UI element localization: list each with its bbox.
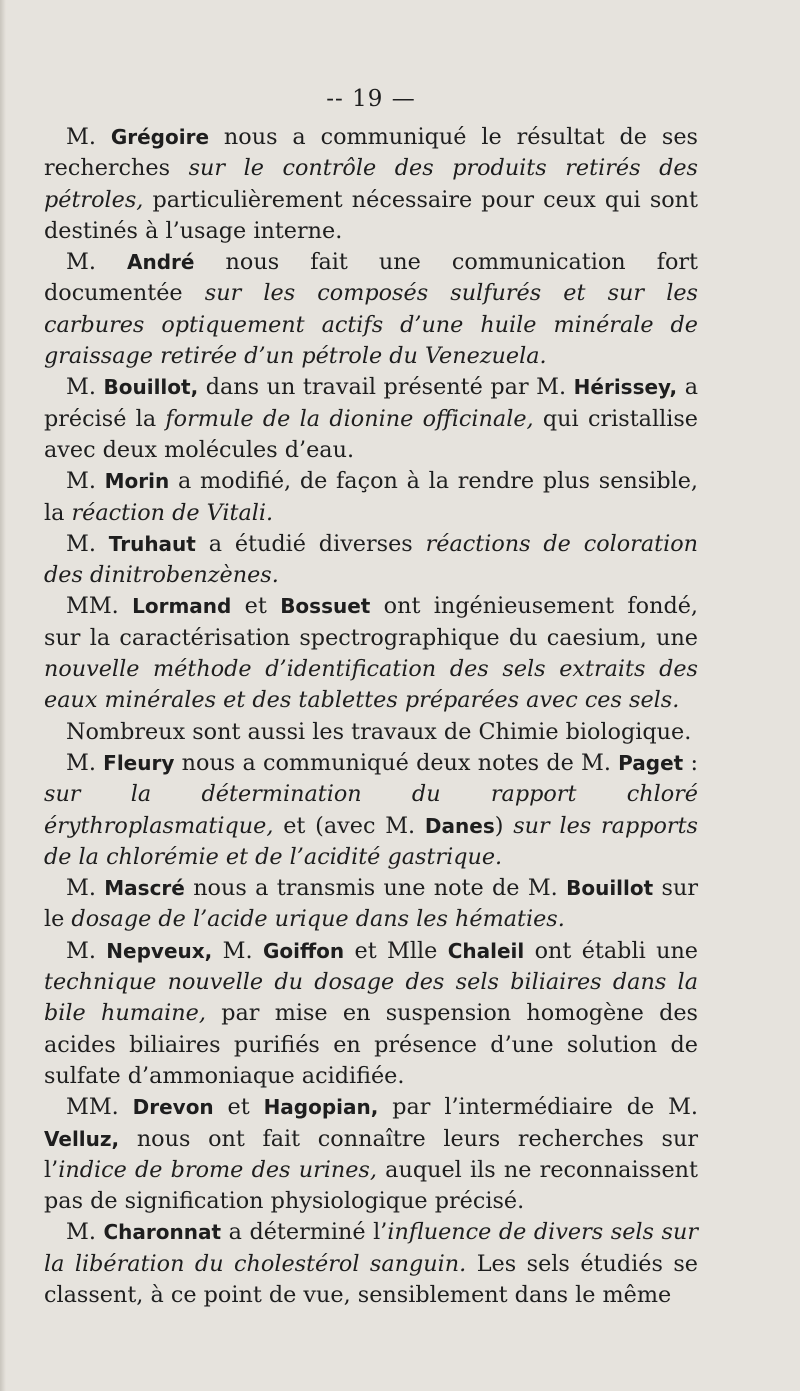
person-name: Mascré [104, 876, 185, 901]
text-run: par mise en suspension homogène des acides biliaires purifiés en présence d’une solution de sulfate d’ammoniaque acidifiée. [44, 1000, 698, 1089]
paragraph [44, 873, 698, 936]
paragraph [44, 529, 698, 592]
person-name: Danes [424, 813, 495, 838]
person-name: Hagopian, [263, 1095, 379, 1120]
text-run: nous fait une communication fort documentée [44, 249, 698, 307]
text-run: et [213, 1094, 264, 1121]
text-run: ) [494, 812, 514, 839]
person-name: Nepveux, [106, 938, 213, 963]
text-run: auquel ils ne reconnaissent pas de signification physiologique précisé. [44, 1156, 698, 1215]
text-run: nous a communiqué deux notes de M. [174, 749, 619, 776]
text-run: par l’intermédiaire de M. [378, 1094, 698, 1121]
person-name: Paget [618, 750, 684, 775]
paragraph [44, 466, 698, 529]
text-run: Nombreux sont aussi les travaux de Chimie biologique. [66, 718, 692, 745]
text-run: M. [66, 937, 107, 964]
paragraph [44, 936, 698, 1092]
person-name: Drevon [132, 1095, 214, 1120]
work-title: dosage de l’acide urique dans les hématies. [71, 906, 565, 933]
text-run: M. [66, 875, 105, 902]
text-run: a modifié, de façon à la rendre plus sensible, la [44, 468, 699, 526]
text-run: ont établi une [524, 937, 699, 964]
text-run: dans un travail présenté par M. [198, 374, 574, 401]
person-name: Chaleil [447, 938, 525, 963]
text-run: : [683, 749, 698, 776]
text-run: a étudié diverses [195, 530, 426, 557]
page-edge [0, 0, 6, 1391]
person-name: Bouillot, [103, 375, 199, 400]
person-name: Velluz, [44, 1126, 120, 1151]
text-run: et Mlle [344, 937, 448, 964]
text-run: M. [66, 249, 127, 276]
work-title: sur le contrôle des produits retirés des pétroles, [44, 155, 698, 213]
work-title: sur la détermination du rapport chloré érythroplasmatique, [44, 781, 698, 839]
person-name: Grégoire [110, 125, 210, 149]
text-run: particulièrement nécessaire pour ceux qui sont destinés à l’usage interne. [44, 186, 698, 244]
document-page [44, 82, 698, 1311]
work-title: nouvelle méthode d’identification des sels extraits des eaux minérales et des tablettes préparées avec ces sels. [44, 656, 698, 714]
work-title: sur les composés sulfurés et sur les carbures optiquement actifs d’une huile minérale de graissage retirée d’un pétrole du Venezuela. [44, 280, 698, 370]
paragraph [44, 122, 698, 247]
work-title: réaction de Vitali. [71, 499, 274, 526]
person-name: Lormand [132, 594, 232, 619]
text-run: MM. [66, 593, 133, 620]
work-title: réactions de coloration des dinitrobenzènes. [44, 530, 698, 589]
person-name: Truhaut [108, 531, 196, 556]
work-title: influence de divers sels sur la libération du cholestérol sanguin. [44, 1219, 698, 1277]
paragraph [44, 748, 698, 873]
paragraph [44, 717, 698, 748]
person-name: Goiffon [262, 938, 345, 963]
text-run: M. [66, 749, 104, 776]
text-run: sur le [44, 875, 698, 933]
paragraph [44, 591, 698, 716]
text-run: nous a transmis une note de M. [184, 875, 567, 902]
text-run: Les sels étudiés se classent, à ce point de vue, sensiblement dans le même [44, 1250, 699, 1308]
text-run: qui cristallise avec deux molécules d’eau. [44, 405, 698, 463]
text-run: et [231, 593, 281, 620]
text-run: M. [66, 1219, 104, 1246]
text-run: M. [66, 468, 105, 495]
text-run: a précisé la [44, 374, 698, 432]
page-number: -- 19 — [326, 86, 416, 112]
person-name: Charonnat [103, 1220, 222, 1245]
text-run: M. [66, 530, 109, 557]
text-run: et (avec M. [273, 812, 425, 839]
person-name: André [127, 250, 195, 275]
work-title: formule de la dionine officinale, [165, 405, 534, 432]
paragraph [44, 1092, 698, 1217]
text-run: ont ingénieusement fondé, sur la caractérisation spectrographique du caesium, une [44, 593, 698, 651]
text-run: M. [66, 374, 104, 401]
paragraph [44, 1217, 698, 1311]
paragraph [44, 247, 698, 372]
work-title: sur les rapports de la chlorémie et de l’acidité gastrique. [44, 812, 698, 870]
text-run: M. [66, 124, 111, 150]
work-title: technique nouvelle du dosage des sels biliaires dans la bile humaine, [44, 969, 698, 1027]
text-run: nous ont fait connaître leurs recherches sur l’ [44, 1125, 698, 1183]
text-run: a déterminé l’ [221, 1219, 388, 1246]
text-run: MM. [66, 1094, 133, 1121]
person-name: Hérissey, [573, 375, 678, 400]
paragraph [44, 372, 698, 466]
person-name: Fleury [103, 750, 175, 775]
person-name: Bouillot [566, 876, 654, 901]
text-run: M. [212, 937, 263, 964]
person-name: Morin [104, 469, 170, 494]
person-name: Bossuet [280, 594, 371, 619]
text-run: nous a communiqué le résultat de ses recherches [44, 124, 698, 182]
body-text [44, 122, 698, 1311]
work-title: indice de brome des urines, [58, 1156, 377, 1183]
